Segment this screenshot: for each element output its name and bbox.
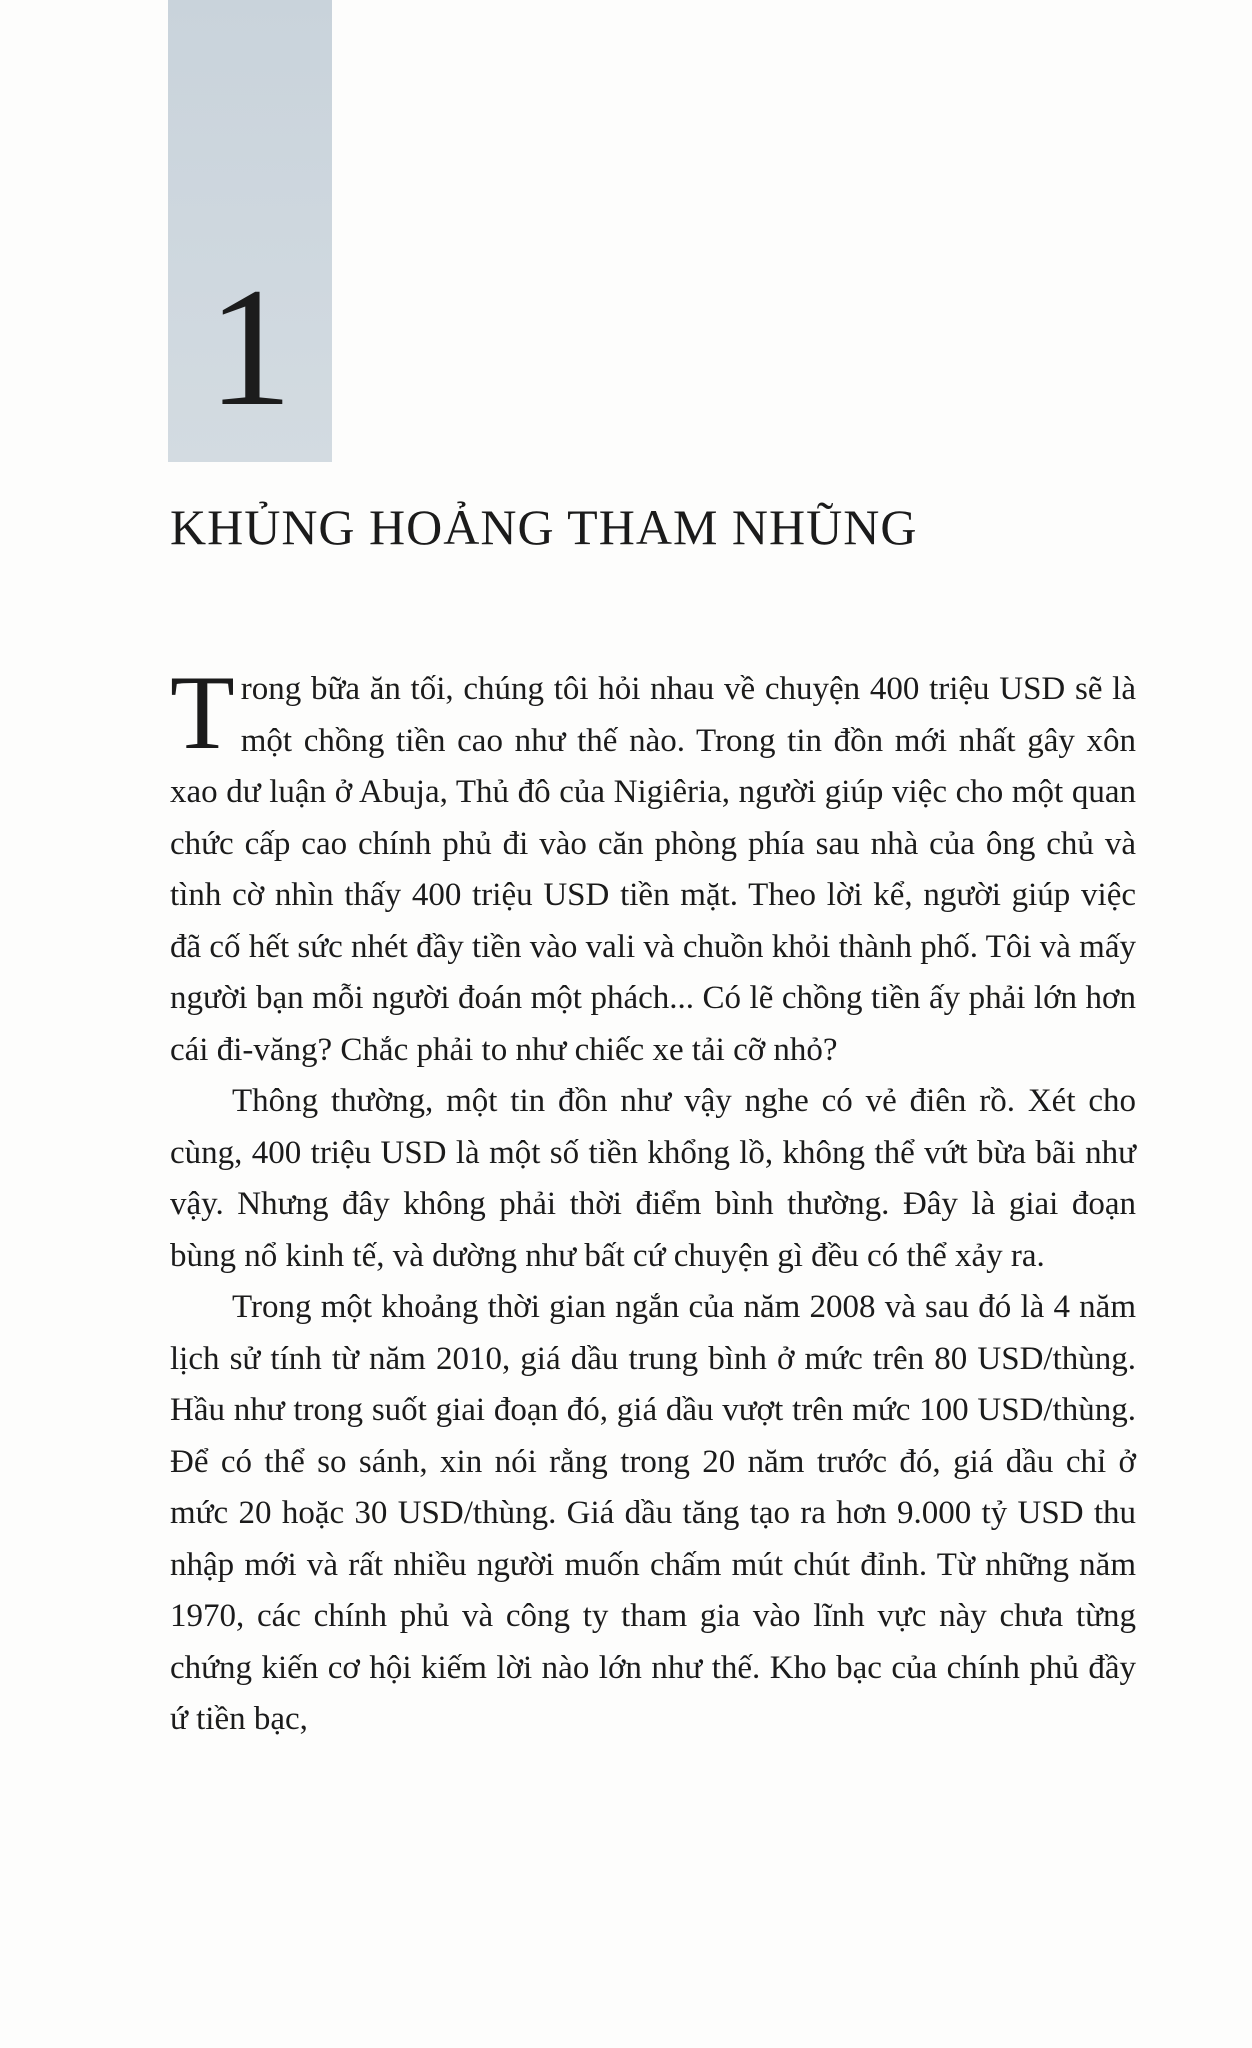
chapter-title: KHỦNG HOẢNG THAM NHŨNG bbox=[170, 499, 918, 555]
paragraph-1-text: rong bữa ăn tối, chúng tôi hỏi nhau về chuyện 400 triệu USD sẽ là một chồng tiền cao như thế nào. Trong tin đồn mới nhất gây xôn xao dư luận ở Abuja, Thủ đô của Nigiêria, người giúp việc cho một quan chức cấp cao chính phủ đi vào căn phòng phía sau nhà của ông chủ và tình cờ nhìn thấy 400 triệu USD tiền mặt. Theo lời kể, người giúp việc đã cố hết sức nhét đầy tiền vào vali và chuồn khỏi thành phố. Tôi và mấy người bạn mỗi người đoán một phách... Có lẽ chồng tiền ấy phải lớn hơn cái đi-văng? Chắc phải to như chiếc xe tải cỡ nhỏ? bbox=[170, 671, 1136, 1068]
drop-cap: T bbox=[170, 654, 235, 771]
chapter-number: 1 bbox=[207, 253, 293, 441]
chapter-body bbox=[170, 654, 1136, 1746]
chapter-number-block bbox=[168, 0, 332, 462]
paragraph-2: Thông thường, một tin đồn như vậy nghe có vẻ điên rồ. Xét cho cùng, 400 triệu USD là một số tiền khổng lồ, không thể vứt bừa bãi như vậy. Nhưng đây không phải thời điểm bình thường. Đây là giai đoạn bùng nổ kinh tế, và dường như bất cứ chuyện gì đều có thể xảy ra. bbox=[170, 1083, 1136, 1274]
paragraph-3: Trong một khoảng thời gian ngắn của năm 2008 và sau đó là 4 năm lịch sử tính từ năm 2010, giá dầu trung bình ở mức trên 80 USD/thùng. Hầu như trong suốt giai đoạn đó, giá dầu vượt trên mức 100 USD/thùng. Để có thể so sánh, xin nói rằng trong 20 năm trước đó, giá dầu chỉ ở mức 20 hoặc 30 USD/thùng. Giá dầu tăng tạo ra hơn 9.000 tỷ USD thu nhập mới và rất nhiều người muốn chấm mút chút đỉnh. Từ những năm 1970, các chính phủ và công ty tham gia vào lĩnh vực này chưa từng chứng kiến cơ hội kiếm lời nào lớn như thế. Kho bạc của chính phủ đầy ứ tiền bạc, bbox=[170, 1289, 1136, 1737]
paragraph-1 bbox=[170, 654, 1136, 1076]
